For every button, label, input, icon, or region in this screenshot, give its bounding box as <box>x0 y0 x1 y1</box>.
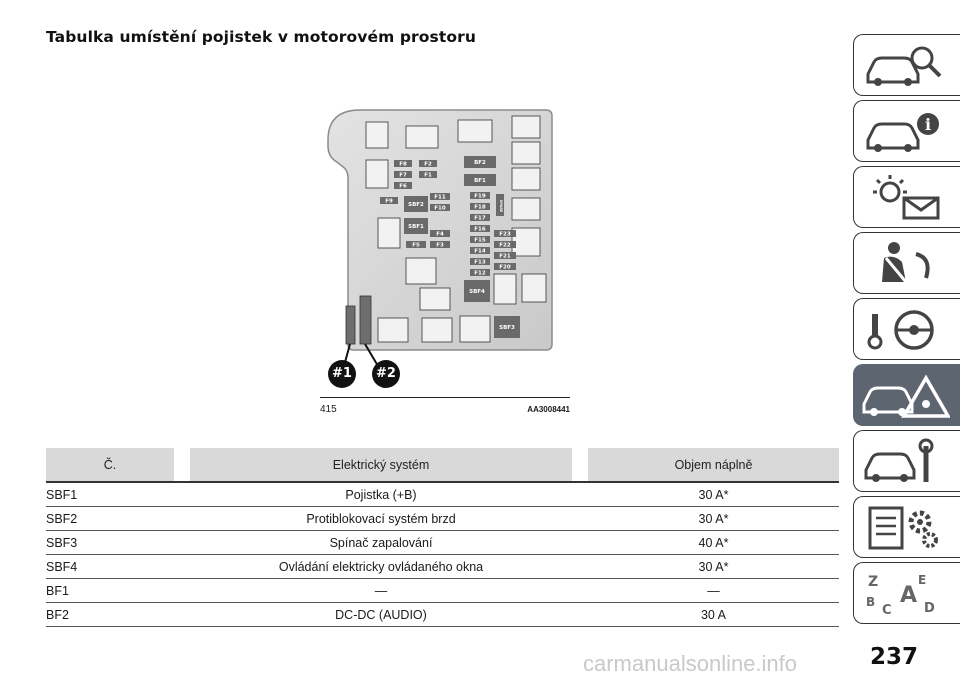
fuse-label: F13 <box>474 259 486 266</box>
callout-1: #1 <box>328 360 356 388</box>
fuse-label: F22 <box>499 242 511 249</box>
table-row <box>46 507 839 531</box>
fuse-label: F5 <box>412 242 420 249</box>
tab-warning-lights[interactable] <box>853 166 960 228</box>
tab-starting-driving[interactable] <box>853 298 960 360</box>
fuse-label: SBF3 <box>499 325 515 331</box>
fuse-table <box>46 448 839 627</box>
svg-text:A: A <box>900 583 918 608</box>
fuse-id: SBF3 <box>46 531 174 555</box>
table-row <box>46 555 839 579</box>
fuse-id: SBF4 <box>46 555 174 579</box>
car-info-icon <box>860 106 950 158</box>
svg-text:i: i <box>924 115 932 134</box>
fuse-box-figure <box>320 108 570 428</box>
fuse-rating: 30 A* <box>588 555 839 579</box>
table-row <box>46 579 839 603</box>
table-header-row <box>46 448 839 482</box>
tab-index[interactable] <box>853 562 960 624</box>
fuse-label: SBF4 <box>469 289 485 295</box>
fuse-label: F10 <box>434 205 446 212</box>
alphabetical-index-icon <box>860 568 950 620</box>
svg-text:C: C <box>882 603 892 618</box>
fuse-label: BF1 <box>474 178 486 184</box>
fuse-label: F4 <box>436 231 444 238</box>
fuse-label: F14 <box>474 248 486 255</box>
tab-emergency[interactable] <box>853 364 960 426</box>
fuse-id: BF2 <box>46 603 174 627</box>
page-number: 237 <box>870 644 919 670</box>
tab-car-info[interactable] <box>853 100 960 162</box>
fuse-label: F15 <box>474 237 486 244</box>
fuse-id: BF1 <box>46 579 174 603</box>
fuse-rating: 30 A <box>588 603 839 627</box>
header-capacity: Objem náplně <box>588 448 839 482</box>
svg-text:Z: Z <box>868 574 879 590</box>
fuse-rating: — <box>588 579 839 603</box>
fuse-system: — <box>190 579 572 603</box>
figure-number: 415 <box>320 404 337 415</box>
warning-lights-message-icon <box>860 172 950 224</box>
page-title: Tabulka umístění pojistek v motorovém prostoru <box>46 28 477 46</box>
fuse-rating: 30 A* <box>588 482 839 507</box>
fuse-label: F11 <box>434 194 446 201</box>
table-row <box>46 603 839 627</box>
fuse-label: F6 <box>399 183 407 190</box>
table-row <box>46 482 839 507</box>
fuse-label: F7 <box>399 172 407 179</box>
seatbelt-airbag-icon <box>860 238 950 290</box>
fuse-label: F2 <box>424 161 432 168</box>
fuse-label: F1 <box>424 172 432 179</box>
fuse-box-diagram <box>320 108 570 393</box>
table-row <box>46 531 839 555</box>
fuse-label: F8 <box>399 161 407 168</box>
car-maintenance-wrench-icon <box>860 436 950 488</box>
fuse-system: Spínač zapalování <box>190 531 572 555</box>
header-electrical-system: Elektrický systém <box>190 448 572 482</box>
figure-code: AA3008441 <box>527 405 570 414</box>
fuse-label: SBF2 <box>408 202 424 208</box>
tab-car-search[interactable] <box>853 34 960 96</box>
tab-safety[interactable] <box>853 232 960 294</box>
fuse-rating: 30 A* <box>588 507 839 531</box>
fuse-system: DC-DC (AUDIO) <box>190 603 572 627</box>
specifications-gear-icon <box>860 502 950 554</box>
fuse-rating: 40 A* <box>588 531 839 555</box>
fuse-system: Ovládání elektricky ovládaného okna <box>190 555 572 579</box>
fuse-label: F3 <box>436 242 444 249</box>
fuse-label: SBF1 <box>408 224 424 230</box>
svg-text:B: B <box>866 595 876 609</box>
figure-rule <box>320 397 570 398</box>
fuse-label: F9 <box>385 198 393 205</box>
car-breakdown-warning-icon <box>860 370 950 422</box>
fuse-label: F21 <box>499 253 511 260</box>
fuse-label: F16 <box>474 226 486 233</box>
fuse-id: SBF1 <box>46 482 174 507</box>
fuse-label: F23 <box>499 231 511 238</box>
fuse-id: SBF2 <box>46 507 174 531</box>
tab-maintenance[interactable] <box>853 430 960 492</box>
car-search-icon <box>860 40 950 92</box>
fuse-label: F17 <box>474 215 486 222</box>
svg-text:D: D <box>924 601 935 616</box>
callout-2: #2 <box>372 360 400 388</box>
fuse-system: Protiblokovací systém brzd <box>190 507 572 531</box>
watermark: carmanualsonline.info <box>583 651 798 676</box>
svg-text:E: E <box>918 573 927 587</box>
fuse-label: F12 <box>474 270 486 277</box>
header-number: Č. <box>46 448 174 482</box>
steering-wheel-key-icon <box>860 304 950 356</box>
fuse-label: SPARE <box>499 199 503 213</box>
tab-specifications[interactable] <box>853 496 960 558</box>
fuse-label: F19 <box>474 193 486 200</box>
fuse-system: Pojistka (+B) <box>190 482 572 507</box>
fuse-label: F18 <box>474 204 486 211</box>
fuse-label: F20 <box>499 264 511 271</box>
fuse-label: BF2 <box>474 160 486 166</box>
